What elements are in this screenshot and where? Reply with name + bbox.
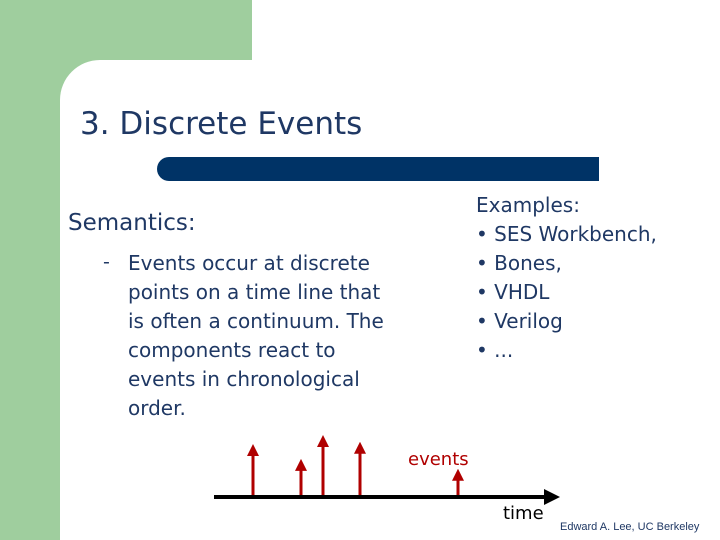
examples-heading: Examples:: [476, 193, 580, 217]
time-label: time: [503, 503, 544, 524]
body-line: Events occur at discrete: [128, 251, 370, 275]
body-line: is often a continuum. The: [128, 309, 384, 333]
body-line: points on a time line that: [128, 280, 381, 304]
semantics-heading: Semantics:: [68, 210, 196, 236]
example-item: • VHDL: [476, 280, 550, 304]
semantics-body: [128, 249, 428, 423]
examples-list: [476, 191, 657, 365]
title-underline-bar: [169, 157, 599, 181]
example-item: • SES Workbench,: [476, 222, 657, 246]
bullet-dash: -: [103, 251, 110, 273]
example-item: • ...: [476, 338, 514, 362]
events-label: events: [408, 449, 469, 470]
example-item: • Verilog: [476, 309, 563, 333]
body-line: events in chronological: [128, 367, 360, 391]
body-line: components react to: [128, 338, 336, 362]
body-line: order.: [128, 396, 186, 420]
author-credit: Edward A. Lee, UC Berkeley: [560, 521, 700, 533]
example-item: • Bones,: [476, 251, 562, 275]
slide-title: 3. Discrete Events: [80, 106, 363, 142]
